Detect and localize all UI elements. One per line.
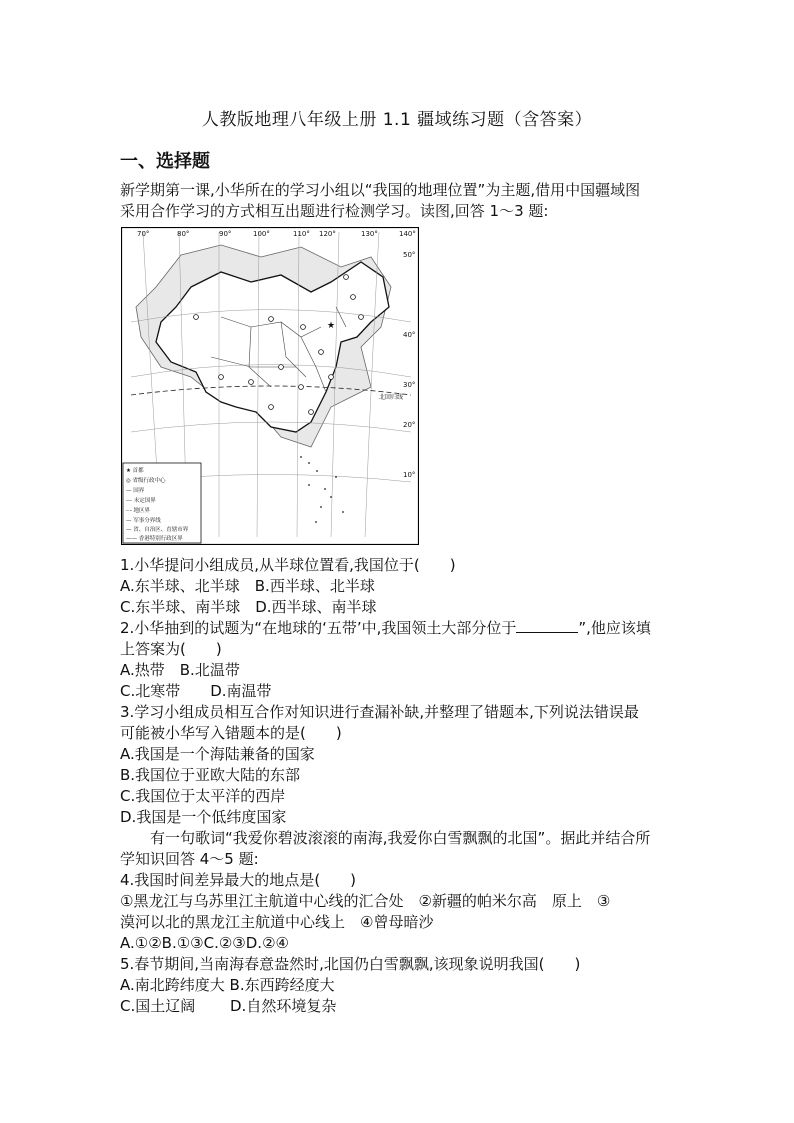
q3-option-c: C.我国位于太平洋的西岸 xyxy=(120,787,286,805)
q4-items-line-2: 漠河以北的黑龙江主航道中心线上 ④曾母暗沙 xyxy=(120,913,434,931)
q3-option-b: B.我国位于亚欧大陆的东部 xyxy=(120,766,301,784)
lat-label-40: 40° xyxy=(403,331,416,339)
q3-stem-line-2: 可能被小华写入错题本的是( ) xyxy=(120,724,342,742)
q2-answer-blank xyxy=(516,618,578,633)
lon-label-110: 110° xyxy=(293,230,310,238)
q4-stem: 4.我国时间差异最大的地点是( ) xyxy=(120,871,357,889)
intro-line-2: 采用合作学习的方式相互出题进行检测学习。读图,回答 1～3 题: xyxy=(120,202,549,220)
legend-item-6: — 军事分界线 xyxy=(126,518,161,524)
intro2-line-2: 学知识回答 4～5 题: xyxy=(120,850,259,868)
legend-item-4: --- 未定国界 xyxy=(126,498,156,504)
lat-label-20: 20° xyxy=(403,421,416,429)
q2-stem-part-b: ”,他应该填 xyxy=(578,619,651,637)
legend-item-7: — 省、自治区、直辖市界 xyxy=(126,527,189,533)
q3-option-d: D.我国是一个低纬度国家 xyxy=(120,808,287,826)
lat-label-10: 10° xyxy=(403,471,416,479)
doc-title: 人教版地理八年级上册 1.1 疆域练习题（含答案） xyxy=(201,110,593,130)
q1-options-cd: C.东半球、南半球 D.西半球、南半球 xyxy=(120,598,377,616)
legend-item-2: ◎ 省级行政中心 xyxy=(126,478,166,484)
q2-stem-line-2: 上答案为( ) xyxy=(120,640,222,658)
q3-option-a: A.我国是一个海陆兼备的国家 xyxy=(120,745,315,763)
q1-options-ab: A.东半球、北半球 B.西半球、北半球 xyxy=(120,577,375,595)
china-territory-map xyxy=(121,227,419,545)
q4-options: A.①②B.①③C.②③D.②④ xyxy=(120,934,289,952)
lon-label-120: 120° xyxy=(319,230,336,238)
lon-label-70: 70° xyxy=(137,230,150,238)
q5-options-cd: C.国土辽阔 D.自然环境复杂 xyxy=(120,997,337,1015)
lon-label-130: 130° xyxy=(361,230,378,238)
q3-stem-line-1: 3.学习小组成员相互合作对知识进行查漏补缺,并整理了错题本,下列说法错误最 xyxy=(120,703,639,721)
legend-item-8: —— 香港特别行政区界 xyxy=(126,536,183,542)
q2-stem-part-a: 2.小华抽到的试题为“在地球的‘五带’中,我国领土大部分位于 xyxy=(120,619,517,637)
section-heading: 一、选择题 xyxy=(120,151,210,172)
q2-stem-line-1 xyxy=(120,618,651,638)
lon-label-100: 100° xyxy=(253,230,270,238)
q1-stem: 1.小华提问小组成员,从半球位置看,我国位于( ) xyxy=(120,556,456,574)
lon-label-80: 80° xyxy=(177,230,190,238)
intro2-line-1: 有一句歌词“我爱你碧波滚滚的南海,我爱你白雪飘飘的北国”。据此并结合所 xyxy=(120,829,651,847)
legend-item-3: — 国界 xyxy=(126,488,145,494)
legend-item-1: ★ 首都 xyxy=(126,468,144,474)
q5-options-ab: A.南北跨纬度大 B.东西跨经度大 xyxy=(120,976,335,994)
tropic-label: 北回归线 xyxy=(379,394,404,401)
q2-options-cd: C.北寒带 D.南温带 xyxy=(120,682,272,700)
q4-items-line-1: ①黑龙江与乌苏里江主航道中心线的汇合处 ②新疆的帕米尔高 原上 ③ xyxy=(120,892,611,910)
map-svg xyxy=(121,227,419,545)
lat-label-50: 50° xyxy=(403,251,416,259)
intro-line-1: 新学期第一课,小华所在的学习小组以“我国的地理位置”为主题,借用中国疆域图 xyxy=(120,181,641,199)
lon-label-140: 140° xyxy=(399,230,416,238)
capital-star-icon: ★ xyxy=(327,321,336,331)
q2-options-ab: A.热带 B.北温带 xyxy=(120,661,240,679)
lat-label-30: 30° xyxy=(403,381,416,389)
legend-item-5: -·- 地区界 xyxy=(126,508,150,514)
lon-label-90: 90° xyxy=(219,230,232,238)
q5-stem: 5.春节期间,当南海春意盎然时,北国仍白雪飘飘,该现象说明我国( ) xyxy=(120,955,581,973)
